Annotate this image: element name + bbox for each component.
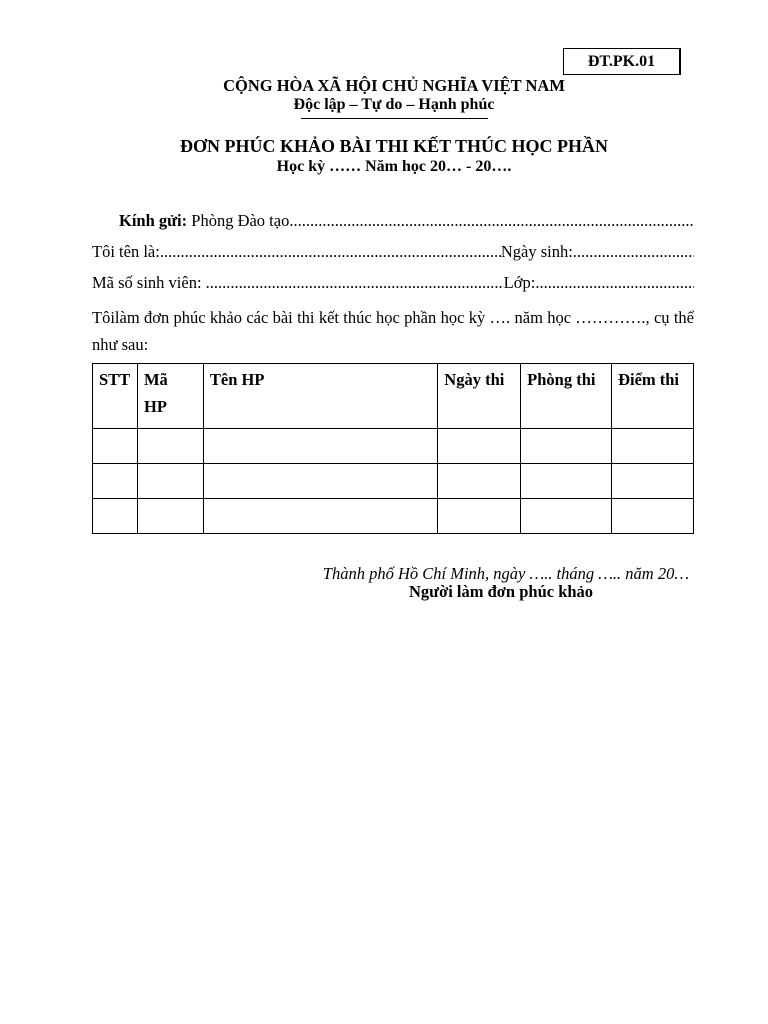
- document-subtitle: Học kỳ …… Năm học 20… - 20….: [276, 158, 512, 175]
- motto-underline: [301, 118, 488, 119]
- table-cell[interactable]: [612, 464, 694, 499]
- national-motto-line2: Độc lập – Tự do – Hạnh phúc: [293, 96, 495, 113]
- table-cell[interactable]: [137, 464, 203, 499]
- table-header-row: [93, 364, 694, 429]
- recipient-value: Phòng Đào tạo: [187, 211, 290, 230]
- class-label: Lớp:: [503, 273, 536, 292]
- table-cell[interactable]: [521, 429, 612, 464]
- table-row: [93, 499, 694, 534]
- request-paragraph: Tôilàm đơn phúc khảo các bài thi kết thúc học phần học kỳ …. năm học …………., cụ thể như sau:: [92, 308, 694, 354]
- student-id-fill-dots: [206, 273, 504, 293]
- name-fill-dots: [160, 242, 501, 262]
- header-ma-hp: Mã HP: [137, 364, 203, 429]
- table-cell[interactable]: [521, 464, 612, 499]
- table-cell[interactable]: [137, 429, 203, 464]
- dob-fill-dots: [573, 242, 694, 262]
- header-ten-hp: Tên HP: [203, 364, 437, 429]
- table-cell[interactable]: [203, 464, 437, 499]
- table-row: [93, 429, 694, 464]
- header-diem-thi: Điểm thi: [612, 364, 694, 429]
- table-cell[interactable]: [203, 429, 437, 464]
- table-cell[interactable]: [137, 499, 203, 534]
- header-stt: STT: [93, 364, 138, 429]
- dob-label: Ngày sinh:: [500, 242, 573, 261]
- table-cell[interactable]: [93, 429, 138, 464]
- document-title: ĐƠN PHÚC KHẢO BÀI THI KẾT THÚC HỌC PHẦN: [179, 136, 609, 156]
- national-motto-line1: CỘNG HÒA XÃ HỘI CHỦ NGHĨA VIỆT NAM: [223, 76, 565, 95]
- signature-date-line: Thành phố Hồ Chí Minh, ngày ….. tháng ….. năm 20…: [322, 564, 689, 583]
- table-cell[interactable]: [438, 464, 521, 499]
- form-code-box: ĐT.PK.01: [563, 48, 681, 75]
- table-cell[interactable]: [93, 499, 138, 534]
- student-id-line: [92, 273, 694, 293]
- recipient-fill-dots: [289, 211, 694, 231]
- signature-signer: Người làm đơn phúc khảo: [409, 582, 594, 601]
- table-cell[interactable]: [438, 499, 521, 534]
- table-cell[interactable]: [93, 464, 138, 499]
- header-phong-thi: Phòng thi: [521, 364, 612, 429]
- table-row: [93, 464, 694, 499]
- recipient-label: Kính gửi:: [119, 211, 188, 230]
- exam-table: [92, 363, 694, 534]
- table-cell[interactable]: [521, 499, 612, 534]
- table-cell[interactable]: [203, 499, 437, 534]
- name-line: [92, 242, 694, 262]
- table-cell[interactable]: [612, 499, 694, 534]
- recipient-line: [119, 211, 694, 231]
- class-fill-dots: [535, 273, 694, 293]
- student-id-label: Mã số sinh viên:: [92, 273, 206, 292]
- header-ngay-thi: Ngày thi: [438, 364, 521, 429]
- name-label: Tôi tên là:: [92, 242, 160, 261]
- table-cell[interactable]: [438, 429, 521, 464]
- table-cell[interactable]: [612, 429, 694, 464]
